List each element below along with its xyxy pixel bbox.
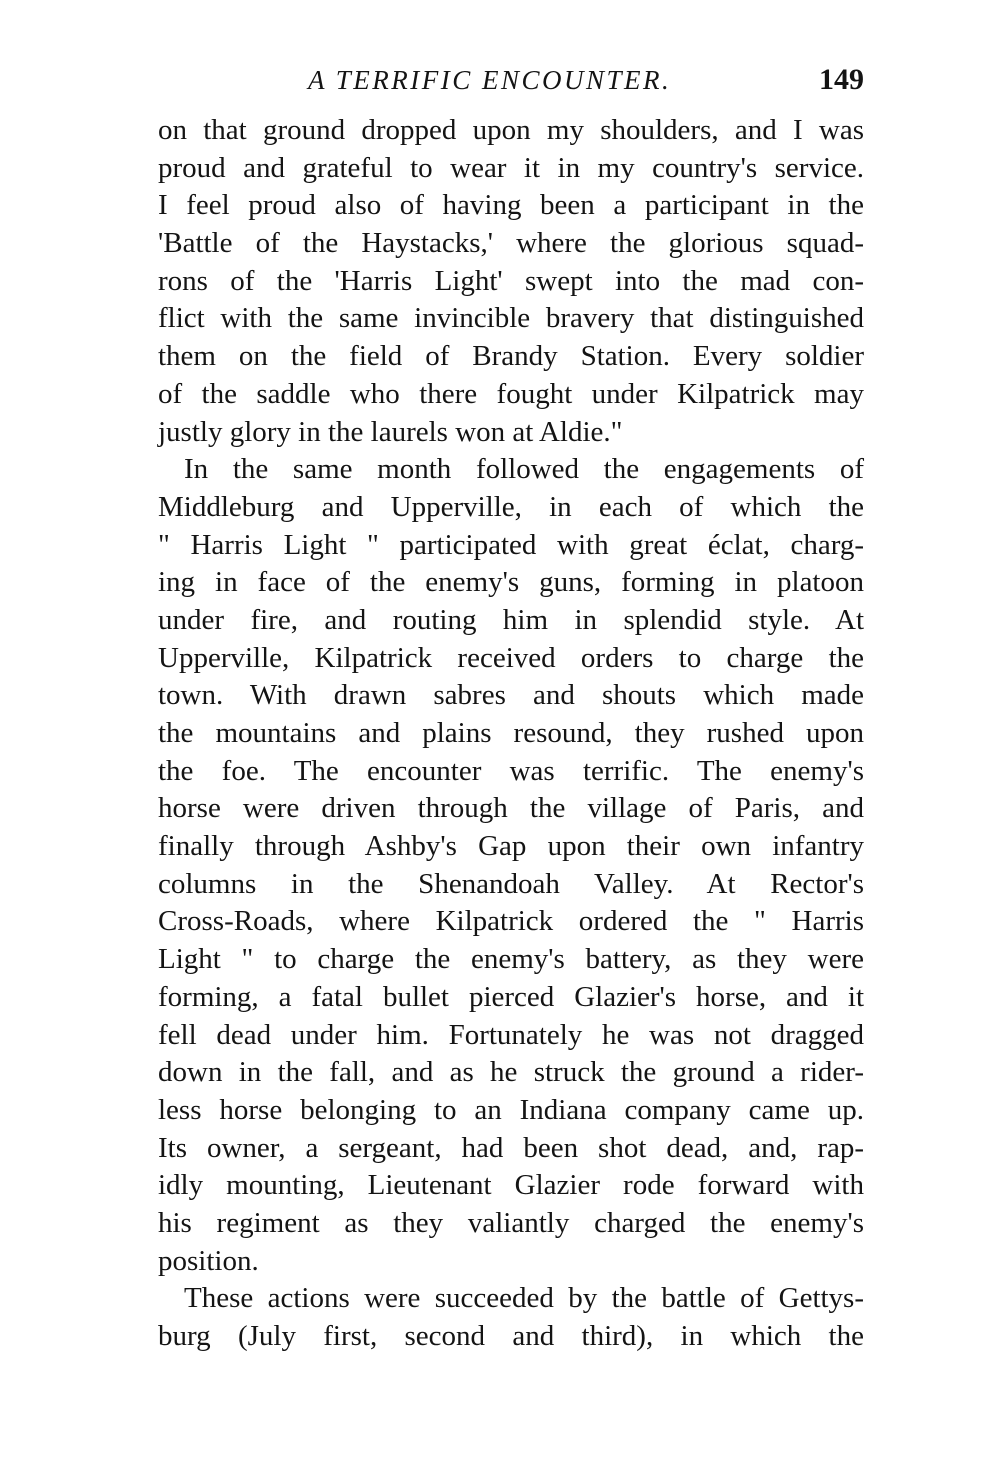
text-line: burg (July first, second and third), in which the bbox=[158, 1320, 864, 1352]
text-line: the mountains and plains resound, they rushed upon bbox=[158, 717, 864, 749]
text-line: the foe. The encounter was terrific. The enemy's bbox=[158, 754, 864, 787]
paragraph-engagements bbox=[158, 451, 864, 1280]
text-line: forming, a fatal bullet pierced Glazier's horse, and it bbox=[158, 980, 864, 1013]
text-line: position. bbox=[158, 1244, 259, 1277]
text-line: Its owner, a sergeant, had been shot dead, and, rap- bbox=[158, 1131, 864, 1164]
text-line: town. With drawn sabres and shouts which made bbox=[158, 679, 864, 712]
text-line: his regiment as they valiantly charged the enemy's bbox=[158, 1206, 864, 1239]
text-line: fell dead under him. Fortunately he was not dragged bbox=[158, 1018, 864, 1051]
text-line: ing in face of the enemy's guns, forming in platoon bbox=[158, 566, 864, 599]
text-line: under fire, and routing him in splendid style. At bbox=[158, 603, 864, 636]
text-line: These actions were succeeded by the battle of Gettys- bbox=[184, 1282, 864, 1315]
text-line: " Harris Light " participated with great éclat, charg- bbox=[158, 528, 864, 561]
text-line: columns in the Shenandoah Valley. At Rector's bbox=[158, 867, 864, 900]
text-line: less horse belonging to an Indiana company came up. bbox=[158, 1093, 864, 1126]
text-line: proud and grateful to wear it in my country's service. bbox=[158, 151, 864, 184]
text-line: I feel proud also of having been a participant in the bbox=[158, 189, 864, 222]
text-line: justly glory in the laurels won at Aldie." bbox=[158, 415, 623, 448]
body-text bbox=[158, 112, 864, 1356]
text-line: flict with the same invincible bravery that distinguished bbox=[158, 302, 864, 335]
paragraph-continuation bbox=[158, 112, 864, 451]
running-title: A TERRIFIC ENCOUNTER. bbox=[308, 65, 672, 95]
text-line: down in the fall, and as he struck the ground a rider- bbox=[158, 1056, 864, 1089]
text-line: Middleburg and Upperville, in each of which the bbox=[158, 490, 864, 523]
text-line: Upperville, Kilpatrick received orders to charge the bbox=[158, 641, 864, 674]
text-line: rons of the 'Harris Light' swept into the mad con- bbox=[158, 264, 864, 297]
text-line: of the saddle who there fought under Kilpatrick may bbox=[158, 377, 864, 410]
text-line: In the same month followed the engagements of bbox=[184, 453, 864, 486]
text-line: Light " to charge the enemy's battery, as they were bbox=[158, 943, 864, 976]
text-line: idly mounting, Lieutenant Glazier rode forward with bbox=[158, 1169, 864, 1202]
text-line: 'Battle of the Haystacks,' where the glorious squad- bbox=[158, 227, 864, 260]
paragraph-gettysburg bbox=[158, 1280, 864, 1355]
text-line: Cross-Roads, where Kilpatrick ordered the " Harris bbox=[158, 905, 864, 938]
text-line: on that ground dropped upon my shoulders, and I was bbox=[158, 114, 864, 146]
text-line: finally through Ashby's Gap upon their own infantry bbox=[158, 830, 864, 863]
text-line: horse were driven through the village of Paris, and bbox=[158, 792, 864, 825]
page-number: 149 bbox=[819, 63, 864, 96]
running-header bbox=[158, 60, 864, 100]
text-line: them on the field of Brandy Station. Every soldier bbox=[158, 340, 864, 373]
